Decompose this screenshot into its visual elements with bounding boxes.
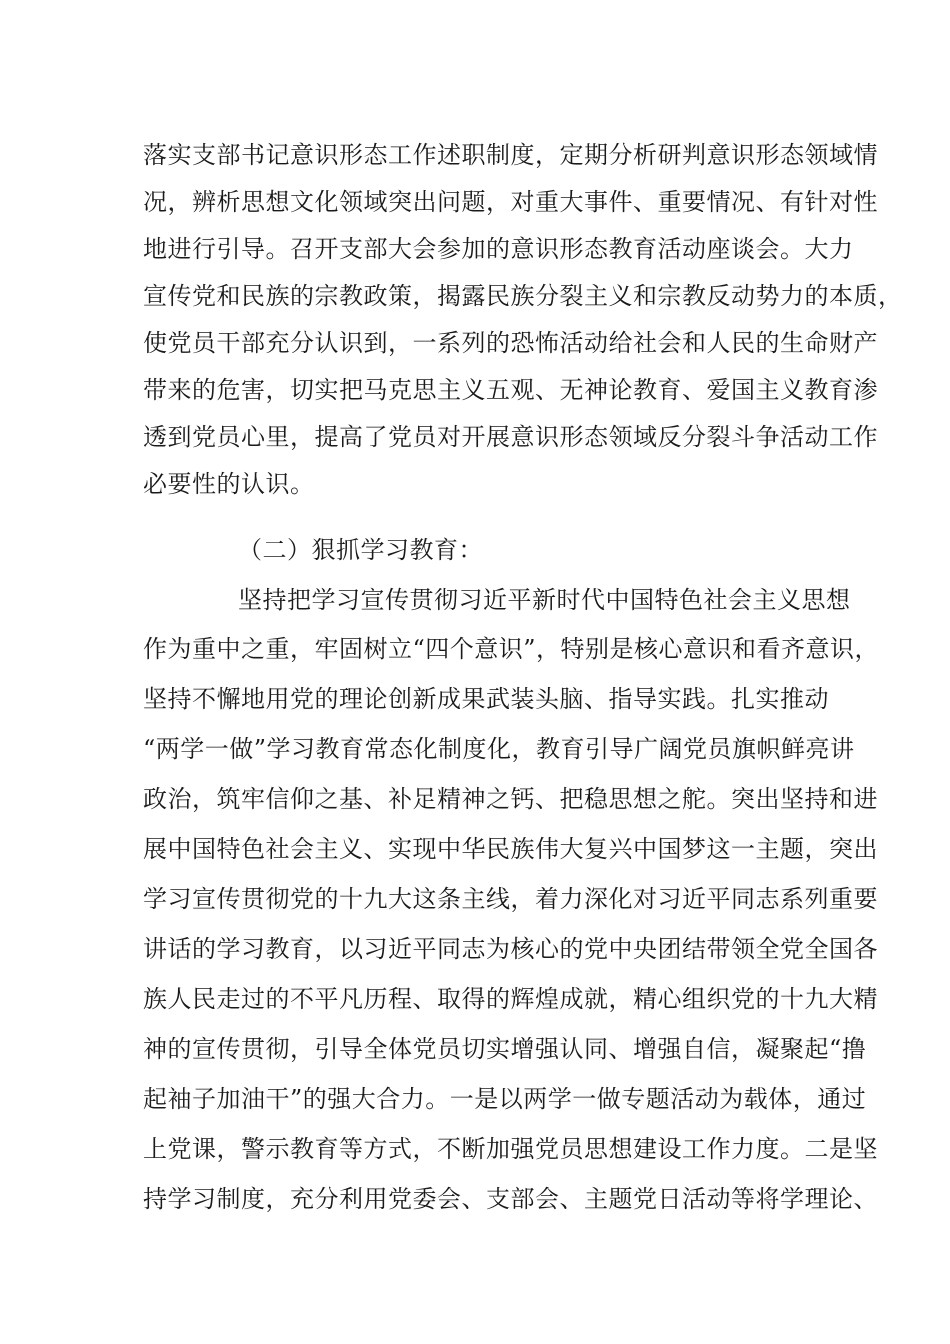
text-line: 坚持不懈地用党的理论创新成果武装头脑、指导实践。扎实推动 [143,685,829,713]
text-line: 族人民走过的不平凡历程、取得的辉煌成就，精心组织党的十九大精 [143,985,878,1013]
text-line: 作为重中之重，牢固树立“四个意识”，特别是核心意识和看齐意识， [143,635,880,663]
text-line: 起袖子加油干”的强大合力。一是以两学一做专题活动为载体，通过 [143,1085,867,1113]
text-line: 坚持把学习宣传贯彻习近平新时代中国特色社会主义思想 [238,586,851,614]
text-line: “两学一做”学习教育常态化制度化，教育引导广阔党员旗帜鲜亮讲 [143,735,855,763]
text-line: 况，辨析思想文化领域突出问题，对重大事件、重要情况、有针对性 [143,188,878,216]
text-line: 学习宣传贯彻党的十九大这条主线，着力深化对习近平同志系列重要 [143,885,878,913]
text-line: 透到党员心里，提高了党员对开展意识形态领域反分裂斗争活动工作 [143,423,878,451]
text-line: 神的宣传贯彻，引导全体党员切实增强认同、增强自信，凝聚起“撸 [143,1035,867,1063]
text-line: 上党课，警示教育等方式，不断加强党员思想建设工作力度。二是坚 [143,1135,878,1163]
text-line: 使党员干部充分认识到，一系列的恐怖活动给社会和人民的生命财产 [143,329,878,357]
text-line: 展中国特色社会主义、实现中华民族伟大复兴中国梦这一主题，突出 [143,835,878,863]
text-line: 地进行引导。召开支部大会参加的意识形态教育活动座谈会。大力 [143,235,854,263]
text-line: 持学习制度，充分利用党委会、支部会、主题党日活动等将学理论、 [143,1185,878,1213]
text-line: 带来的危害，切实把马克思主义五观、无神论教育、爱国主义教育渗 [143,376,878,404]
text-line: 落实支部书记意识形态工作述职制度，定期分析研判意识形态领域情 [143,141,878,169]
text-line: 政治，筑牢信仰之基、补足精神之钙、把稳思想之舵。突出坚持和进 [143,785,878,813]
text-line: 必要性的认识。 [143,470,315,498]
section-heading: （二）狠抓学习教育： [238,536,483,564]
text-line: 宣传党和民族的宗教政策，揭露民族分裂主义和宗教反动势力的本质， [143,282,903,310]
text-line: 讲话的学习教育，以习近平同志为核心的党中央团结带领全党全国各 [143,935,878,963]
